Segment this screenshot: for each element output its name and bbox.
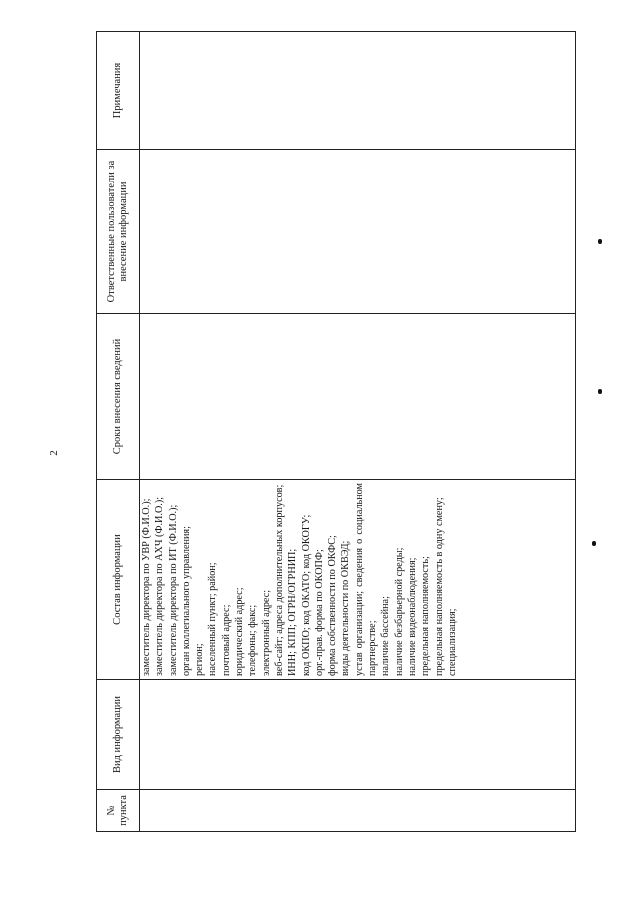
composition-item: юридический адрес; xyxy=(234,587,246,676)
document-sheet xyxy=(96,32,576,832)
composition-item: ИНН; КПП; ОГРН/ОГРНИП; xyxy=(287,548,299,676)
header-composition: Состав информации xyxy=(97,480,140,680)
composition-item: форма собственности по ОКФС; xyxy=(327,535,339,676)
scan-speck xyxy=(592,541,596,546)
cell-notes xyxy=(140,32,576,150)
table-row xyxy=(140,32,576,832)
composition-item: предельная наполняемость в одну смену; xyxy=(433,497,445,676)
composition-item: орг.-прав. форма по ОКОПФ; xyxy=(313,549,325,676)
composition-item: наличие бассейна; xyxy=(380,596,392,676)
composition-item: электронный адрес; xyxy=(260,589,272,676)
composition-item: заместитель директора по УВР (Ф.И.О.); xyxy=(141,498,152,676)
composition-item: наличие безбарьерной среды; xyxy=(393,547,405,676)
composition-item: почтовый адрес; xyxy=(220,604,232,676)
composition-item: код ОКПО; код ОКАТО; код ОКОГУ; xyxy=(300,514,312,676)
composition-item: предельная наполняемость; xyxy=(420,556,432,676)
composition-item: орган коллегиального управления; xyxy=(180,526,192,676)
cell-composition xyxy=(140,480,576,680)
header-notes: Примечания xyxy=(97,32,140,150)
composition-item: наличие видеонаблюдения; xyxy=(406,557,418,676)
composition-item: регион; xyxy=(194,643,206,676)
header-number: № пункта xyxy=(97,790,140,832)
table-header-row xyxy=(97,32,140,832)
header-deadline: Сроки внесения сведений xyxy=(97,314,140,480)
scan-speck xyxy=(598,389,602,394)
composition-item: специализация; xyxy=(446,608,458,676)
composition-item: населенный пункт; район; xyxy=(207,562,219,676)
composition-item: заместитель директора по АХЧ (Ф.И.О.); xyxy=(154,496,166,676)
composition-item: веб-сайт; адреса дополнительных корпусов; xyxy=(273,484,285,676)
cell-number xyxy=(140,790,576,832)
composition-item: телефоны; факс; xyxy=(247,604,259,676)
header-responsible: Ответственные пользователи за внесение информации xyxy=(97,150,140,314)
composition-item: устав организации; сведения о социальном партнерстве; xyxy=(353,483,379,676)
composition-item: виды деятельности по ОКВЭД; xyxy=(340,540,352,676)
page-number: 2 xyxy=(48,450,60,456)
cell-deadline xyxy=(140,314,576,480)
cell-kind xyxy=(140,680,576,790)
header-kind: Вид информации xyxy=(97,680,140,790)
scan-speck xyxy=(598,239,602,244)
cell-responsible xyxy=(140,150,576,314)
information-table xyxy=(96,31,576,832)
composition-list xyxy=(140,480,459,679)
composition-item: заместитель директора по ИТ (Ф.И.О.); xyxy=(167,504,179,676)
